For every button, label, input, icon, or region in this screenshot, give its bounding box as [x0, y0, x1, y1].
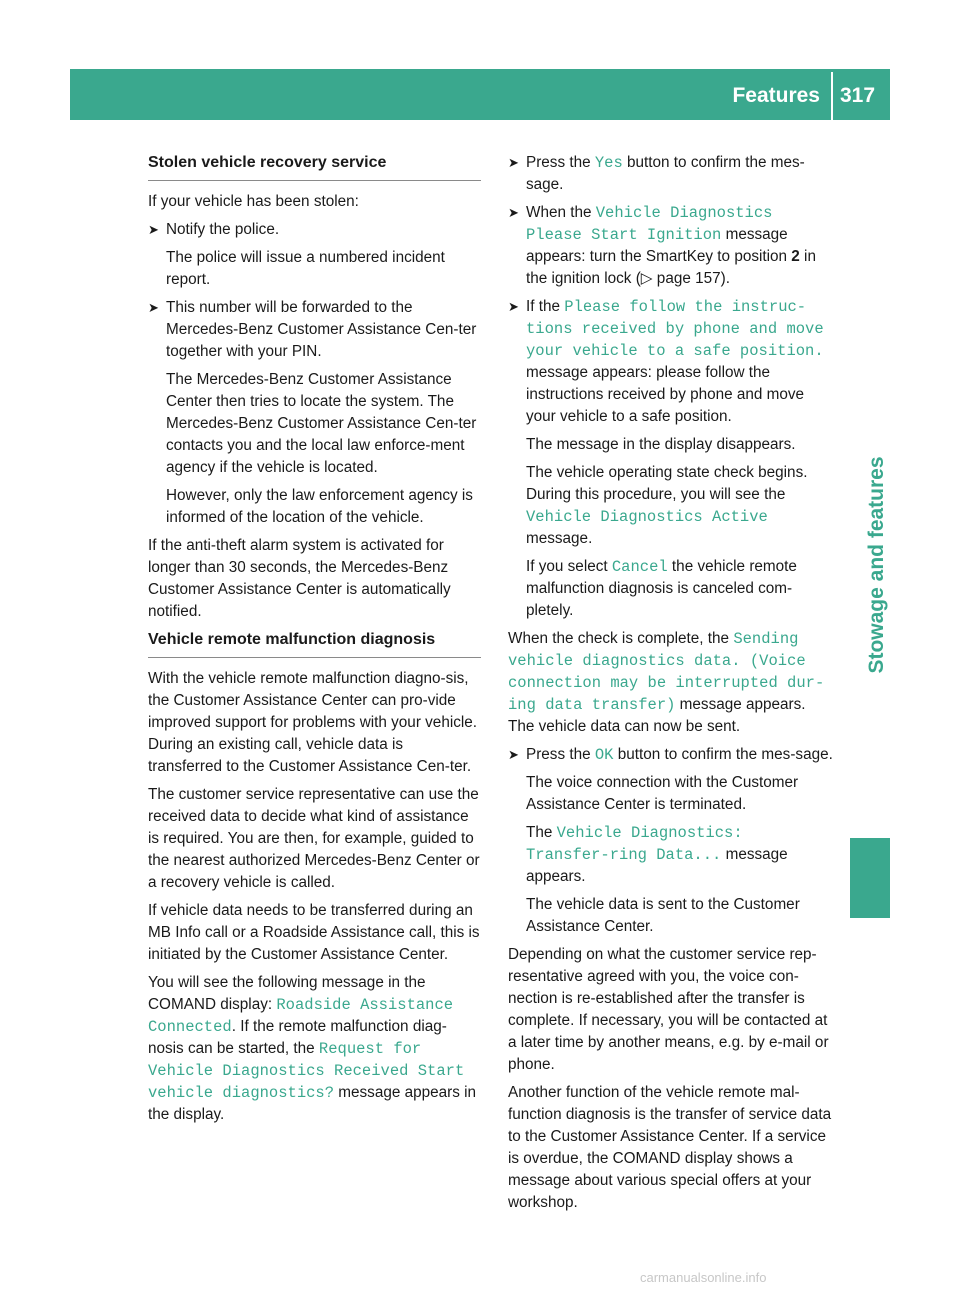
step-text: Press the OK button to confirm the mes-sage. — [526, 746, 833, 764]
paragraph: If your vehicle has been stolen: — [148, 193, 359, 210]
paragraph: The customer service representative can use the received data to decide what kind of assistance is required. You are then, for example, guided to the nearest authorized Mercedes-Benz Center or a recovery vehicle is called. — [148, 786, 480, 891]
section-heading-remote-diagnosis: Vehicle remote malfunction diagnosis — [148, 629, 481, 658]
step-text: This number will be forwarded to the Mercedes-Benz Customer Assistance Cen-ter together with your PIN. — [166, 299, 477, 360]
paragraph: When the check is complete, the Sending vehicle diagnostics data. (Voice connection may be interrupted dur-ing data transfer) message appears. The vehicle data can now be sent. — [508, 630, 825, 735]
section-heading-stolen: Stolen vehicle recovery service — [148, 152, 481, 181]
display-message: Sending vehicle diagnostics data. (Voice connection may be interrupted dur-ing data transfer) — [508, 630, 825, 714]
step-text: When the Vehicle Diagnostics Please Start Ignition message appears: turn the SmartKey to position 2 in the ignition lock (▷ page 157). — [526, 204, 816, 287]
step-note: The police will issue a numbered incident report. — [166, 249, 445, 288]
left-column — [148, 152, 481, 1132]
step-note: The vehicle operating state check begins. During this procedure, you will see the Vehicle Diagnostics Active message. — [526, 464, 808, 547]
paragraph: If vehicle data needs to be transferred during an MB Info call or a Roadside Assistance call, this is initiated by the Customer Assistance Center. — [148, 902, 480, 963]
instruction-step — [508, 152, 835, 196]
step-arrow-icon: ➤ — [508, 747, 519, 762]
button-label-yes: Yes — [594, 154, 623, 172]
step-arrow-icon: ➤ — [508, 205, 519, 220]
step-text: Notify the police. — [166, 221, 280, 238]
chapter-title: Features — [732, 84, 820, 107]
step-note: The message in the display disappears. — [526, 436, 796, 453]
watermark: carmanualsonline.info — [640, 1270, 767, 1285]
page-number: 317 — [840, 84, 876, 107]
right-column — [508, 152, 835, 1220]
display-message: Vehicle Diagnostics Active — [526, 508, 768, 526]
step-note: However, only the law enforcement agency is informed of the location of the vehicle. — [166, 487, 473, 526]
instruction-step — [508, 744, 835, 938]
paragraph: Depending on what the customer service rep-resentative agreed with you, the voice con-nection is re-established after the transfer is complete. If necessary, you will be contacted at a later time by another means, e.g. by e-mail or phone. — [508, 946, 829, 1073]
header-divider — [831, 72, 833, 120]
paragraph: Another function of the vehicle remote mal-function diagnosis is the transfer of service data to the Customer Assistance Center. If a service is overdue, the COMAND display shows a message about various special offers at your workshop. — [508, 1084, 832, 1211]
instruction-step — [148, 297, 481, 529]
step-note: The Vehicle Diagnostics: Transfer-ring Data... message appears. — [526, 824, 788, 885]
display-message: Vehicle Diagnostics Please Start Ignition — [526, 204, 773, 244]
display-message: Please follow the instruc-tions received by phone and move your vehicle to a safe position. — [526, 298, 824, 360]
step-text: Press the Yes button to confirm the mes-sage. — [526, 154, 805, 193]
step-note: The vehicle data is sent to the Customer Assistance Center. — [526, 896, 800, 935]
instruction-step — [148, 219, 481, 291]
step-arrow-icon: ➤ — [148, 222, 159, 237]
display-message: Roadside Assistance Connected — [148, 996, 454, 1036]
display-message: Request for Vehicle Diagnostics Received Start vehicle diagnostics? — [148, 1040, 465, 1102]
step-note: If you select Cancel the vehicle remote malfunction diagnosis is canceled com-pletely. — [526, 558, 797, 619]
instruction-step — [508, 296, 835, 622]
step-arrow-icon: ➤ — [508, 299, 519, 314]
step-text: If the Please follow the instruc-tions received by phone and move your vehicle to a safe position. message appears: please follow the instructions received by phone and move your vehicle to a safe position. — [526, 298, 824, 425]
side-tab — [866, 330, 888, 800]
paragraph: You will see the following message in the COMAND display: Roadside Assistance Connected. If the remote malfunction diag-nosis can be started, the Request for Vehicle Diagnostics Received Start vehicle diagnostics? message appears in the display. — [148, 974, 477, 1123]
button-label-ok: OK — [594, 746, 614, 764]
step-note: The Mercedes-Benz Customer Assistance Center then tries to locate the system. The Mercedes-Benz Customer Assistance Cen-ter contacts you and the local law enforce-ment agency if the vehicle is located. — [166, 371, 477, 476]
page-reference-icon: ▷ — [640, 270, 653, 287]
instruction-step — [508, 202, 835, 290]
paragraph: If the anti-theft alarm system is activated for longer than 30 seconds, the Mercedes-Benz Customer Assistance Center is automatically notified. — [148, 537, 451, 620]
step-note: The voice connection with the Customer Assistance Center is terminated. — [526, 774, 799, 813]
step-arrow-icon: ➤ — [148, 300, 159, 315]
step-arrow-icon: ➤ — [508, 155, 519, 170]
side-tab-marker — [850, 838, 890, 918]
paragraph: With the vehicle remote malfunction diagno-sis, the Customer Assistance Center can pro-vide improved support for problems with your vehicle. During an existing call, vehicle data is transferred to the Customer Assistance Cen-ter. — [148, 670, 478, 775]
button-label-cancel: Cancel — [611, 558, 668, 576]
side-tab-label: Stowage and features — [865, 456, 888, 674]
display-message: Vehicle Diagnostics: Transfer-ring Data... — [526, 824, 743, 864]
